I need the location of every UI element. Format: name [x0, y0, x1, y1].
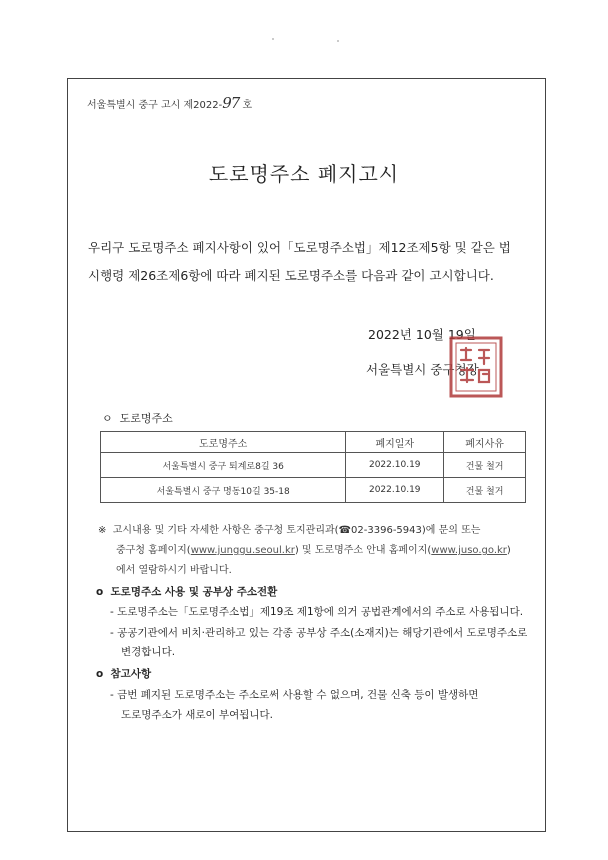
table-header-row: [101, 432, 526, 453]
section-reference-label: 참고사항: [110, 668, 152, 680]
note-text-2-mid: ) 및 도로명주소 안내 홈페이지(: [294, 545, 432, 556]
abolished-address-table: [100, 431, 526, 503]
notice-number-suffix: 호: [242, 100, 253, 111]
issuer-name: 서울특별시 중구청장: [366, 362, 479, 377]
usage-item-2-cont: 변경합니다.: [121, 646, 176, 658]
note-text-3: 에서 열람하시기 바랍니다.: [116, 565, 232, 576]
note-text-2-pre: 중구청 홈페이지(: [116, 545, 191, 556]
usage-item-1: - 도로명주소는「도로명주소법」제19조 제1항에 의거 공법관계에서의 주소로 사용됩니다.: [110, 606, 524, 618]
table-row: [101, 478, 526, 503]
section-usage: [96, 584, 277, 599]
table-header-address: 도로명주소: [101, 432, 346, 453]
note-line-3: [116, 561, 232, 576]
section-usage-label: 도로명주소 사용 및 공부상 주소전환: [110, 586, 278, 598]
section-roadname-label: 도로명주소: [119, 412, 173, 425]
section-bullet: o: [96, 668, 104, 680]
table-cell-address: 서울특별시 중구 명동10길 35-18: [101, 478, 346, 503]
reference-item-1-cont: 도로명주소가 새로이 부여됩니다.: [121, 709, 274, 721]
notice-number-prefix: 서울특별시 중구 고시 제2022-: [87, 100, 223, 111]
notice-number-handwritten: 97: [222, 94, 240, 112]
table-header-date: 폐지일자: [346, 432, 444, 453]
juso-homepage-link[interactable]: www.juso.go.kr: [431, 545, 507, 556]
body-line-2: 시행령 제26조제6항에 따라 폐지된 도로명주소를 다음과 같이 고시합니다.: [88, 268, 494, 283]
issue-date: 2022년 10월 19일: [368, 327, 476, 342]
junggu-homepage-link[interactable]: www.junggu.seoul.kr: [190, 545, 295, 556]
section-bullet: ㅇ: [102, 412, 113, 425]
usage-item-2: - 공공기관에서 비치·관리하고 있는 각종 공부상 주소(소재지)는 해당기관에서 도로명주소로: [110, 627, 528, 639]
note-line-2: [116, 541, 511, 556]
table-header-reason: 폐지사유: [444, 432, 526, 453]
table-row: [101, 453, 526, 478]
table-cell-reason: 건물 철거: [444, 453, 526, 478]
table-cell-address: 서울특별시 중구 퇴계로8길 36: [101, 453, 346, 478]
scan-speck: [337, 40, 339, 42]
note-text-1: 고시내용 및 기타 자세한 사항은 중구청 토지관리과(☎02-3396-5943)에 문의 또는: [112, 525, 481, 536]
section-roadname: [102, 410, 173, 426]
note-mark: ※: [98, 525, 107, 536]
section-bullet: o: [96, 586, 104, 598]
reference-item-1: - 금번 폐지된 도로명주소는 주소로써 사용할 수 없으며, 건물 신축 등이 발생하면: [110, 689, 479, 701]
section-reference: [96, 666, 151, 681]
body-line-1: 우리구 도로명주소 폐지사항이 있어「도로명주소법」제12조제5항 및 같은 법: [88, 240, 511, 255]
notice-number: [87, 94, 252, 112]
page-title: 도로명주소 폐지고시: [208, 162, 400, 186]
note-line-1: [98, 521, 480, 536]
official-seal-icon: [447, 334, 505, 400]
table-cell-date: 2022.10.19: [346, 453, 444, 478]
note-text-2-post: ): [506, 545, 511, 556]
table-cell-date: 2022.10.19: [346, 478, 444, 503]
table-cell-reason: 건물 철거: [444, 478, 526, 503]
scan-speck: [272, 38, 274, 40]
